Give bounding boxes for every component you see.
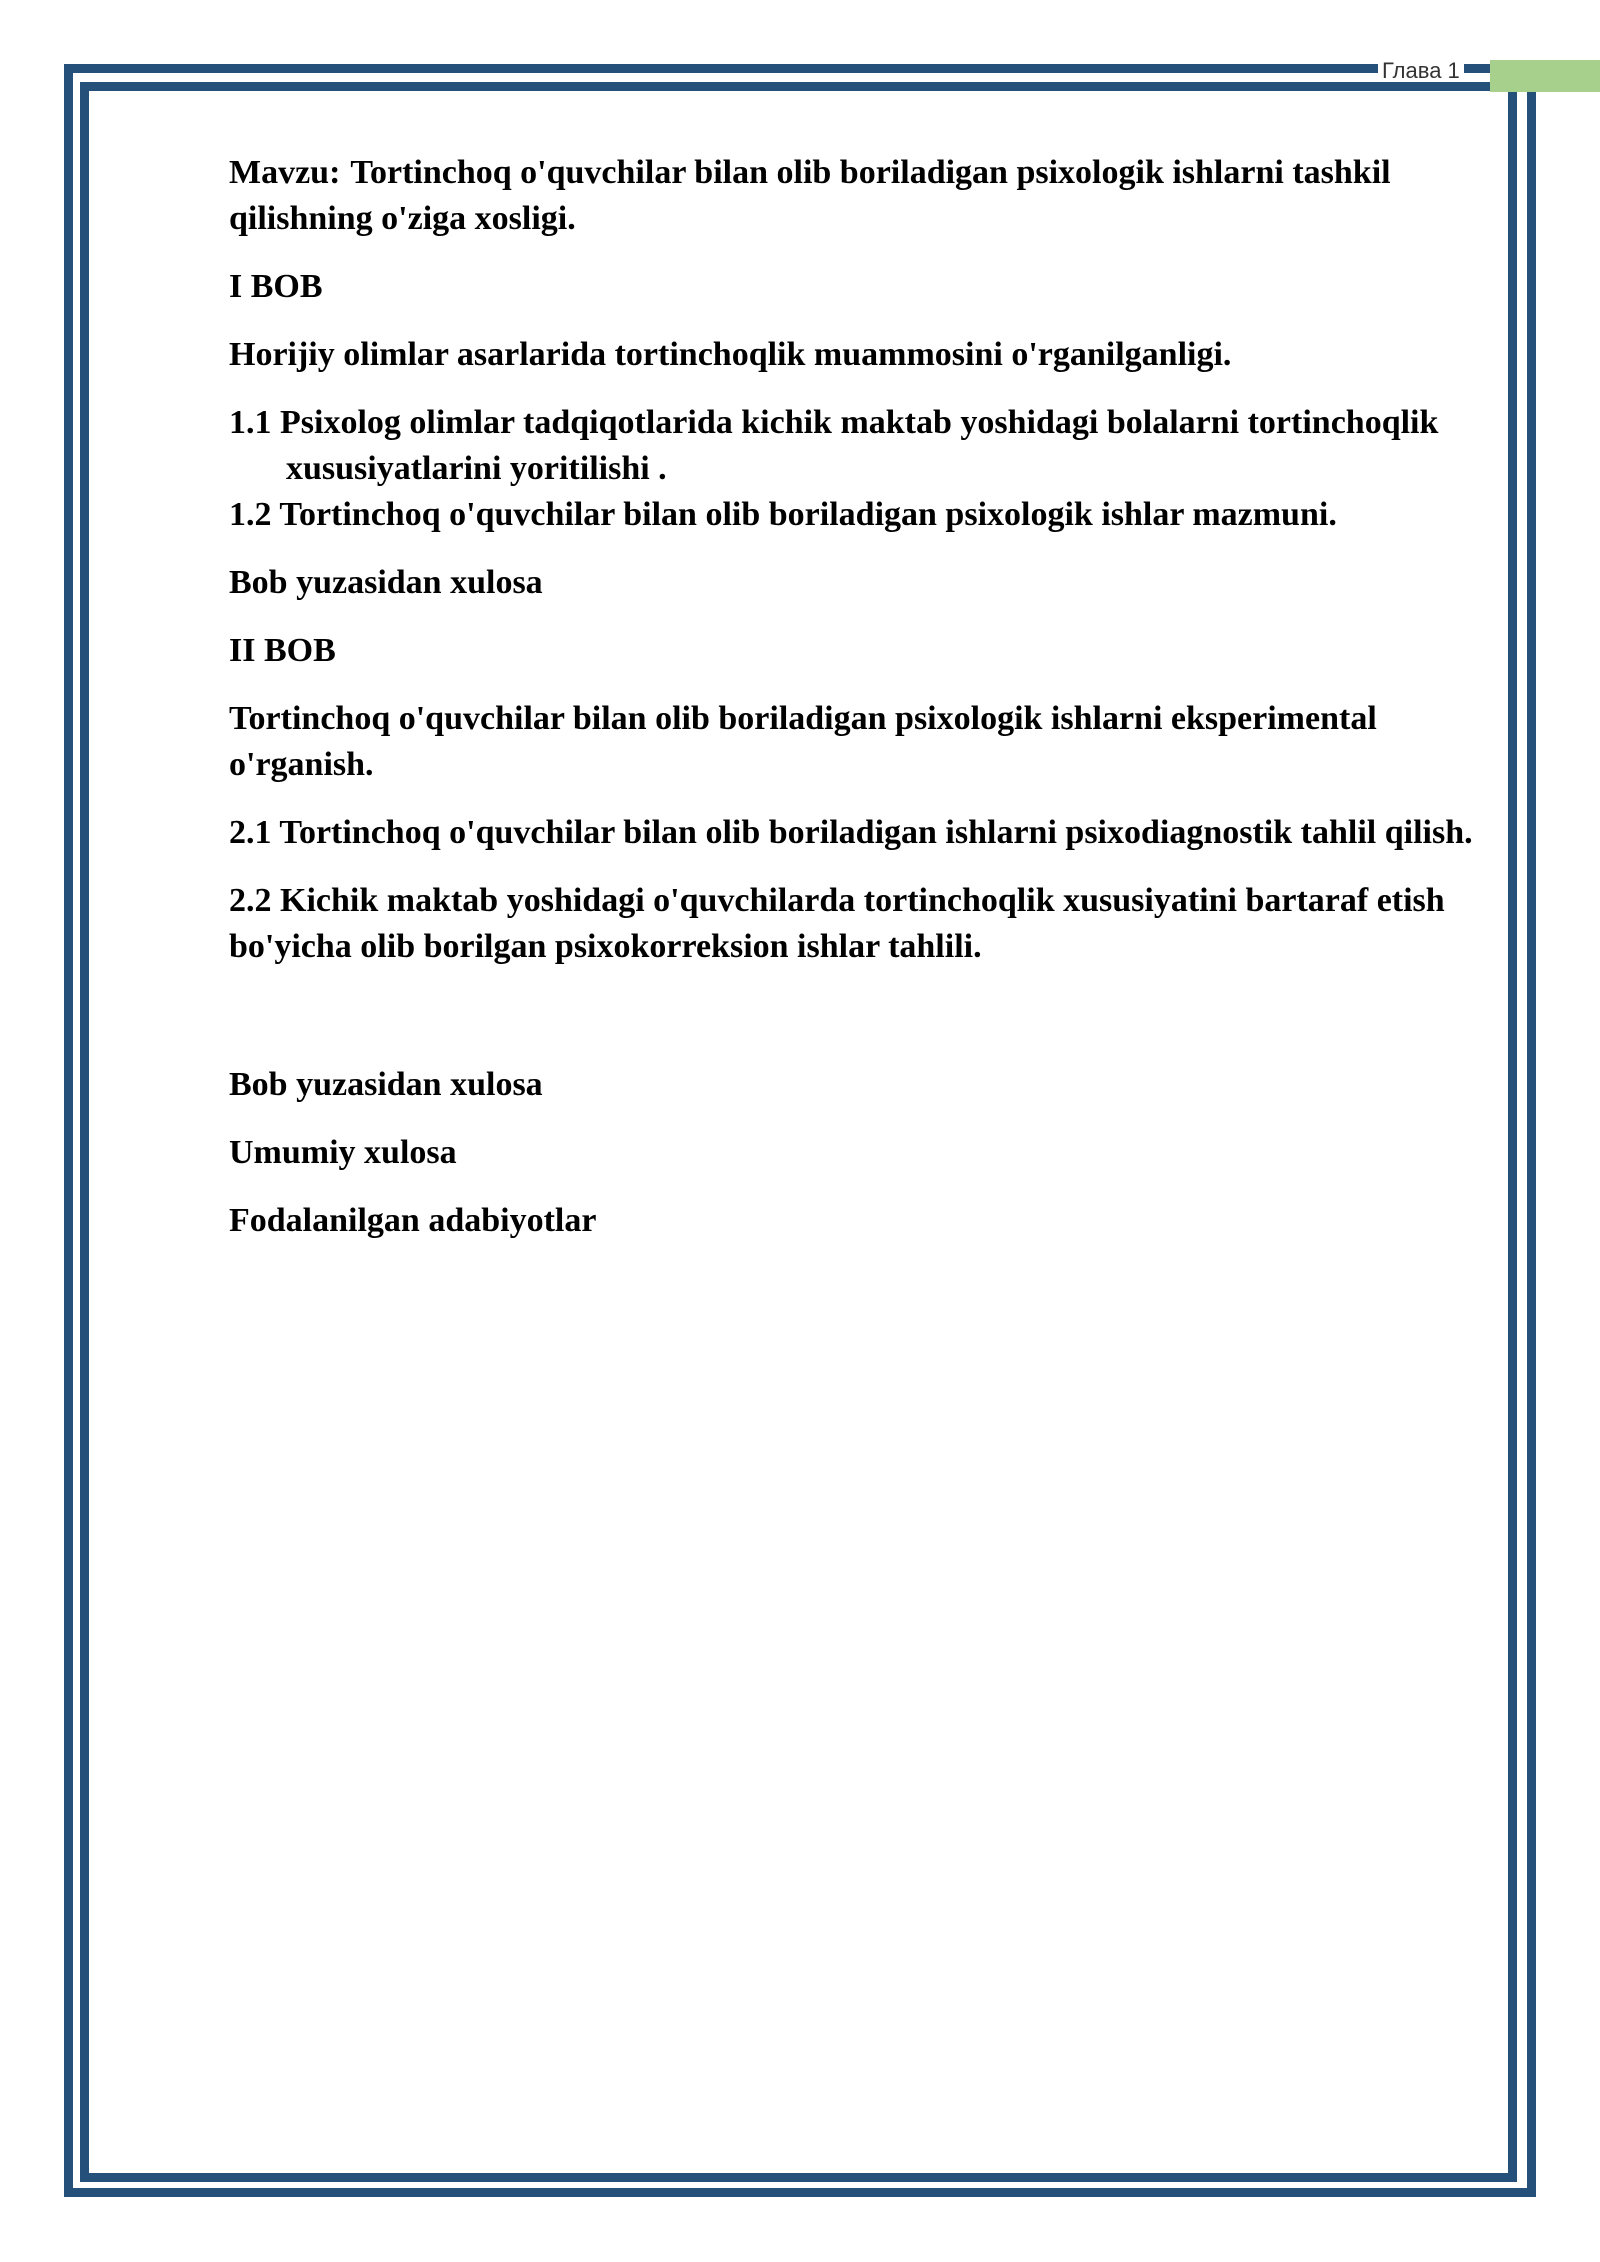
section-2-1: 2.1 Tortinchoq o'quvchilar bilan olib boriladigan ishlarni psixodiagnostik tahlil qilish. [229,814,1473,851]
references: Fodalanilgan adabiyotlar [229,1202,597,1239]
chapter-2-conclusion: Bob yuzasidan xulosa [229,1066,543,1103]
table-of-contents [229,150,1479,1266]
chapter-1-title: Horijiy olimlar asarlarida tortinchoqlik muammosini o'rganilganligi. [229,336,1232,373]
topic-label: Mavzu: [229,154,341,191]
topic-text: Tortinchoq o'quvchilar bilan olib boriladigan psixologik ishlarni tashkil qilishning o'ziga xosligi. [229,154,1391,237]
section-1-1: 1.1 Psixolog olimlar tadqiqotlarida kichik maktab yoshidagi bolalarni tortinchoqlik xususiyatlarini yoritilishi . [229,404,1439,487]
header-accent-tab [1490,60,1600,92]
spacer [229,992,1479,1062]
running-header: Глава 1 [1378,56,1464,82]
general-conclusion: Umumiy xulosa [229,1134,457,1171]
topic-line [229,150,1479,242]
section-2-2: 2.2 Kichik maktab yoshidagi o'quvchilarda tortinchoqlik xususiyatini bartaraf etish bo'yicha olib borilgan psixokorreksion ishlar tahlili. [229,882,1445,965]
chapter-1-conclusion: Bob yuzasidan xulosa [229,564,543,601]
chapter-2-title: Tortinchoq o'quvchilar bilan olib boriladigan psixologik ishlarni eksperimental o'rganish. [229,700,1377,783]
chapter-2-heading: II BOB [229,632,336,669]
chapter-1-heading: I BOB [229,268,323,305]
section-1-2: 1.2 Tortinchoq o'quvchilar bilan olib boriladigan psixologik ishlar mazmuni. [229,496,1337,533]
